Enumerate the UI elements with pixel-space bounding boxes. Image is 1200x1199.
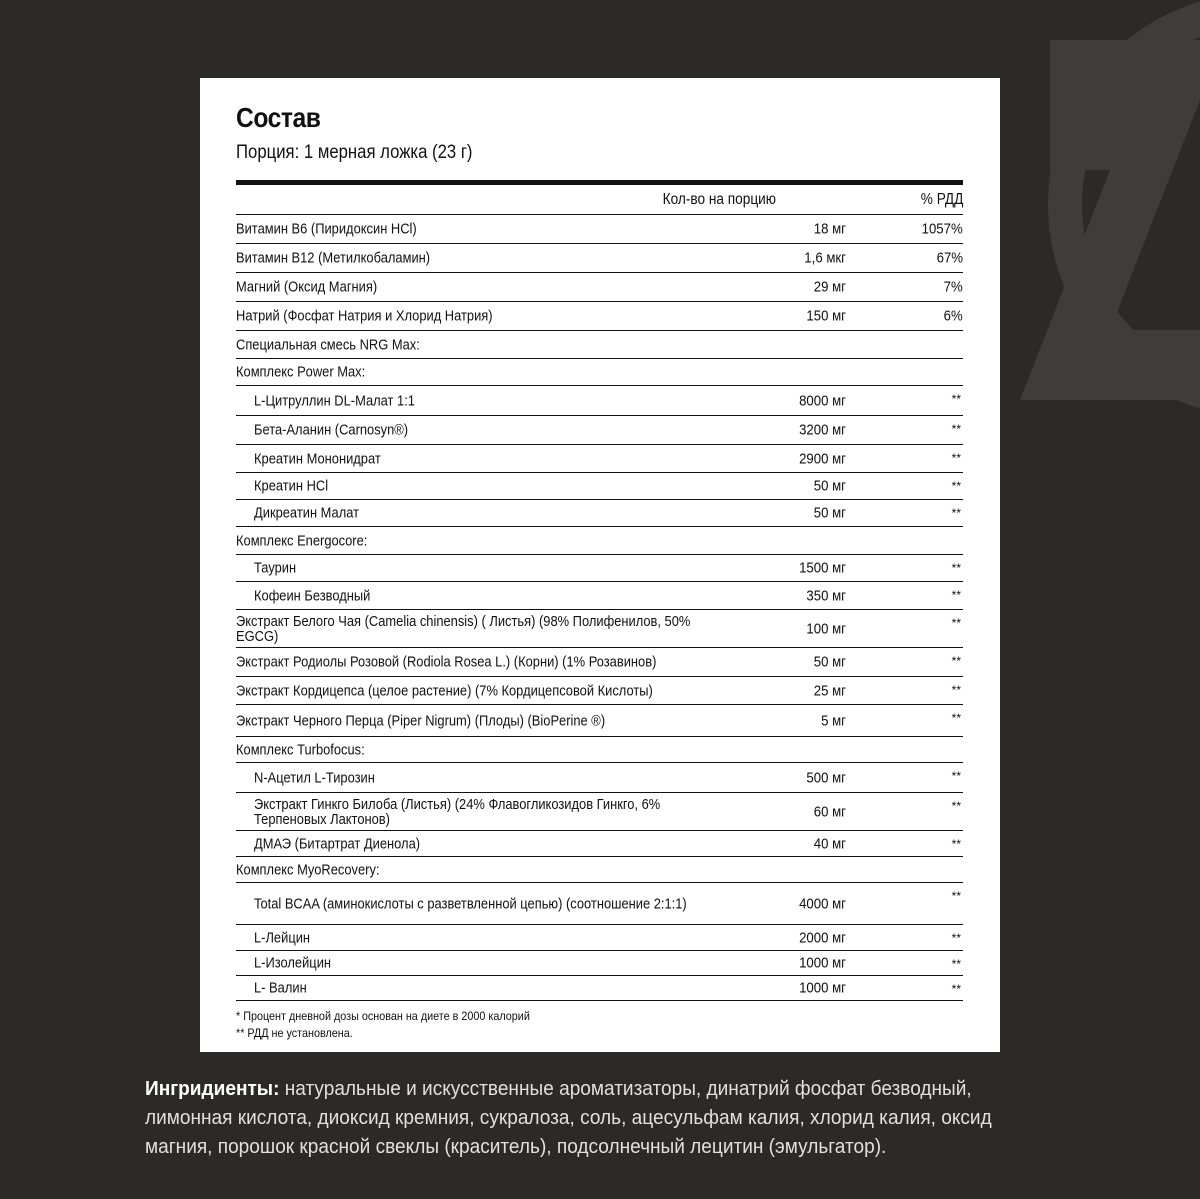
ingredient-name: L-Цитруллин DL-Малат 1:1 — [254, 392, 415, 409]
amount-per-serving: 2000 мг — [799, 929, 846, 946]
amount-per-serving: 40 мг — [813, 835, 846, 852]
ingredients-label: Ингридиенты: — [145, 1077, 280, 1100]
table-row — [236, 582, 963, 610]
ingredient-name: N-Ацетил L-Тирозин — [254, 769, 375, 786]
ingredient-name: Креатин HCl — [254, 477, 329, 495]
table-row — [236, 215, 963, 244]
rdd-value: ** — [951, 561, 961, 575]
amount-per-serving: 5 мг — [821, 712, 846, 729]
rdd-value: ** — [951, 982, 961, 996]
amount-per-serving: 1000 мг — [799, 979, 846, 997]
ingredient-name: Комплекс Power Max: — [236, 363, 366, 381]
amount-per-serving: 1500 мг — [799, 559, 846, 577]
ingredient-name: Специальная смесь NRG Max: — [236, 336, 420, 353]
composition-table — [236, 186, 963, 1001]
thick-divider — [236, 180, 963, 185]
table-row — [236, 831, 963, 857]
header-rdd: % РДД — [920, 191, 963, 208]
amount-per-serving: 3200 мг — [799, 421, 846, 439]
rdd-value: ** — [951, 506, 961, 520]
rdd-value: ** — [951, 889, 961, 903]
table-row — [236, 244, 963, 273]
table-row — [236, 500, 963, 527]
rdd-value: 67% — [936, 249, 963, 267]
ingredient-name: Магний (Оксид Магния) — [236, 278, 378, 296]
rdd-value: ** — [951, 799, 961, 813]
amount-per-serving: 1000 мг — [799, 954, 846, 972]
table-row — [236, 273, 963, 302]
amount-per-serving: 500 мг — [806, 769, 846, 786]
table-row — [236, 473, 963, 500]
ingredient-name: Витамин В6 (Пиридоксин HCl) — [236, 220, 417, 238]
ingredient-name: L-Лейцин — [254, 929, 311, 946]
amount-per-serving: 1,6 мкг — [804, 249, 846, 267]
ingredient-name: Витамин В12 (Метилкобаламин) — [236, 249, 431, 267]
amount-per-serving: 60 мг — [813, 803, 846, 820]
rdd-value: 7% — [943, 278, 963, 296]
rdd-value: ** — [951, 422, 961, 436]
table-row — [236, 677, 963, 705]
panel-title: Состав — [236, 102, 321, 133]
footnotes — [236, 1008, 530, 1042]
table-row — [236, 793, 963, 831]
rdd-value: ** — [951, 479, 961, 493]
ingredient-name: Дикреатин Малат — [254, 504, 360, 522]
ingredient-name: Натрий (Фосфат Натрия и Хлорид Натрия) — [236, 307, 493, 325]
table-row — [236, 705, 963, 737]
ingredient-name: Экстракт Родиолы Розовой (Rodiola Rosea L.) (Корни) (1% Розавинов) — [236, 653, 657, 671]
amount-per-serving: 50 мг — [813, 653, 846, 671]
ingredient-name: Бета-Аланин (Carnosyn®) — [254, 421, 409, 439]
table-row — [236, 610, 963, 648]
rdd-value: 1057% — [921, 220, 963, 238]
ingredient-name: Экстракт Белого Чая (Camelia chinensis) ( Листья) (98% Полифенилов, 50% EGCG) — [236, 612, 691, 645]
rdd-value: 6% — [943, 307, 963, 325]
rdd-value: ** — [951, 616, 961, 630]
table-row — [236, 976, 963, 1001]
ingredient-name: Комплекс MyoRecovery: — [236, 861, 380, 878]
table-row — [236, 359, 963, 386]
ingredient-name: ДМАЭ (Битартрат Диенола) — [254, 835, 421, 852]
rdd-value: ** — [951, 654, 961, 668]
ingredient-name: Комплекс Turbofocus: — [236, 741, 365, 758]
table-row — [236, 445, 963, 473]
table-row — [236, 648, 963, 677]
rdd-value: ** — [951, 837, 961, 851]
table-row — [236, 857, 963, 883]
amount-per-serving: 4000 мг — [799, 895, 846, 912]
amount-per-serving: 350 мг — [806, 587, 846, 604]
rdd-value: ** — [951, 957, 961, 971]
ingredient-name: L- Валин — [254, 979, 307, 997]
footnote-1: * Процент дневной дозы основан на диете в 2000 калорий — [236, 1009, 530, 1023]
serving-size: Порция: 1 мерная ложка (23 г) — [236, 142, 473, 163]
rdd-value: ** — [951, 711, 961, 725]
ingredient-name: Комплекс Energocore: — [236, 532, 368, 549]
table-header-row — [236, 186, 963, 215]
ingredient-name: Таурин — [254, 559, 297, 577]
ingredient-name: Экстракт Кордицепса (целое растение) (7% Кордицепсовой Кислоты) — [236, 682, 653, 699]
footnote-2: ** РДД не установлена. — [236, 1026, 353, 1040]
table-row — [236, 386, 963, 416]
nutrition-panel — [200, 78, 1000, 1052]
rdd-value: ** — [951, 588, 961, 602]
table-row — [236, 416, 963, 445]
rdd-value: ** — [951, 683, 961, 697]
table-row — [236, 302, 963, 331]
ingredient-name: L-Изолейцин — [254, 954, 332, 972]
ingredient-name: Экстракт Черного Перца (Piper Nigrum) (Плоды) (BioPerine ®) — [236, 712, 606, 729]
ingredient-name: Кофеин Безводный — [254, 587, 371, 604]
table-row — [236, 763, 963, 793]
ingredient-name: Экстракт Гинкго Билоба (Листья) (24% Флавогликозидов Гинкго, 6% Терпеновых Лактонов) — [254, 795, 661, 828]
rdd-value: ** — [951, 392, 961, 406]
amount-per-serving: 100 мг — [806, 620, 846, 637]
amount-per-serving: 150 мг — [806, 307, 846, 325]
rdd-value: ** — [951, 451, 961, 465]
ingredient-name: Total BCAA (аминокислоты с разветвленной цепью) (соотношение 2:1:1) — [254, 895, 687, 912]
amount-per-serving: 2900 мг — [799, 450, 846, 467]
amount-per-serving: 25 мг — [813, 682, 846, 699]
table-row — [236, 331, 963, 359]
table-row — [236, 527, 963, 555]
amount-per-serving: 50 мг — [813, 504, 846, 522]
amount-per-serving: 29 мг — [813, 278, 846, 296]
rdd-value: ** — [951, 931, 961, 945]
header-amount: Кол-во на порцию — [662, 191, 776, 208]
table-row — [236, 951, 963, 976]
ingredients-list: натуральные и искусственные ароматизаторы, динатрий фосфат безводный, лимонная кислота, диоксид кремния, сукралоза, соль, ацесульфам калия, хлорид калия, оксид магния, порошок красной свеклы (краситель), подсолнечный лецитин (эмульгатор). — [145, 1077, 992, 1158]
table-row — [236, 555, 963, 582]
ingredients-text — [145, 1074, 1005, 1161]
ingredient-name: Креатин Мононидрат — [254, 450, 381, 467]
amount-per-serving: 50 мг — [813, 477, 846, 495]
amount-per-serving: 8000 мг — [799, 392, 846, 409]
table-row — [236, 883, 963, 925]
amount-per-serving: 18 мг — [813, 220, 846, 238]
table-row — [236, 925, 963, 951]
rdd-value: ** — [951, 769, 961, 783]
table-row — [236, 737, 963, 763]
